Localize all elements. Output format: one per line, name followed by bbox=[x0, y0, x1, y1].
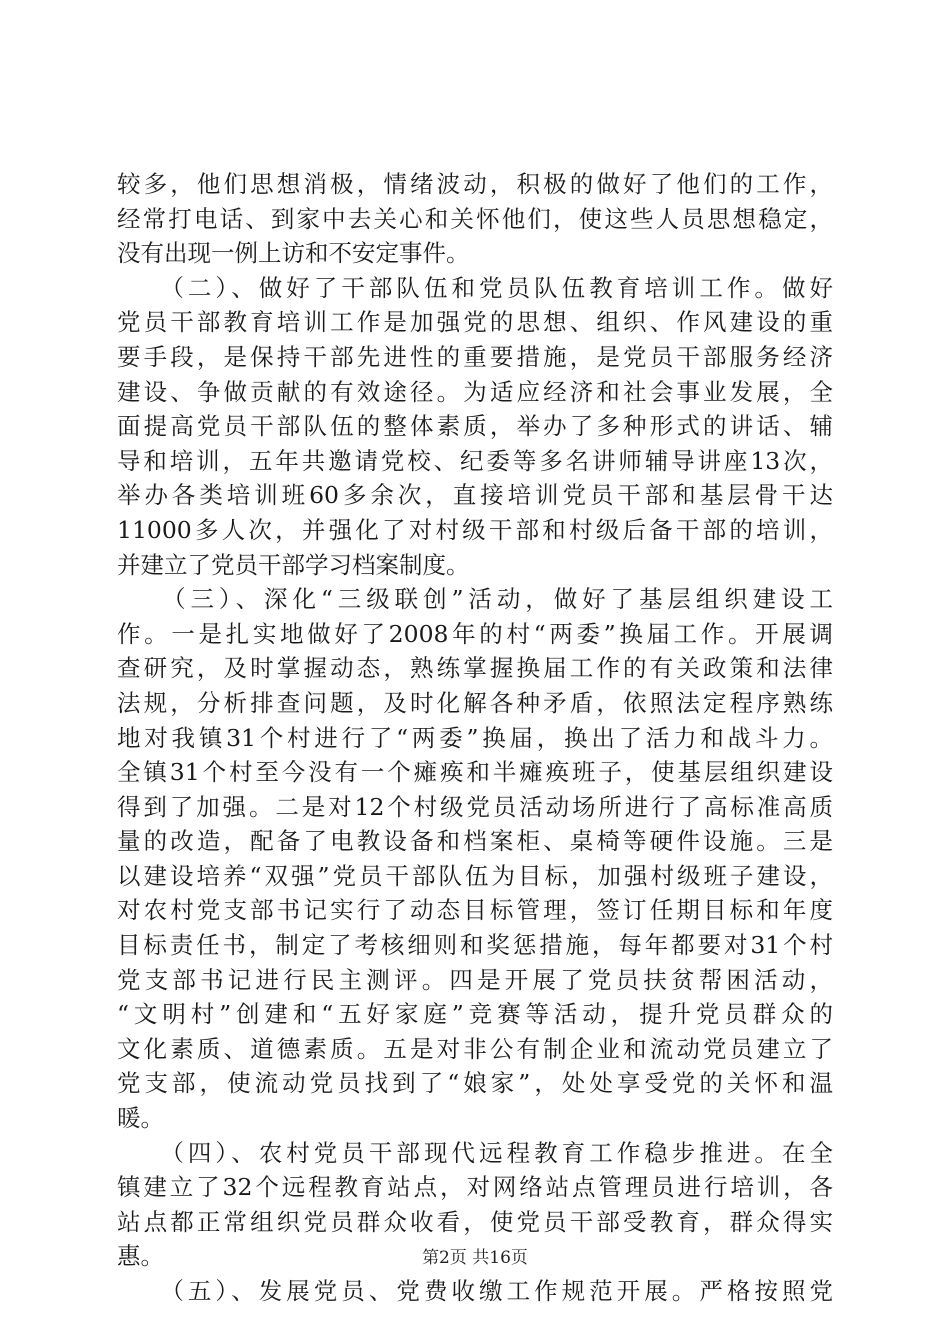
text-line: （四）、农村党员干部现代远程教育工作稳步推进。在全 bbox=[117, 1138, 833, 1167]
text-line: 建设、争做贡献的有效途径。为适应经济和社会事业发展，全 bbox=[117, 377, 833, 406]
text-line: 站点都正常组织党员群众收看，使党员干部受教育，群众得实 bbox=[117, 1207, 833, 1236]
text-line: 举办各类培训班60多余次，直接培训党员干部和基层骨干达 bbox=[117, 481, 833, 510]
text-line: 党员干部教育培训工作是加强党的思想、组织、作风建设的重 bbox=[117, 308, 833, 337]
text-line: 得到了加强。二是对12个村级党员活动场所进行了高标准高质 bbox=[117, 792, 833, 821]
text-line: 面提高党员干部队伍的整体素质，举办了多种形式的讲话、辅 bbox=[117, 412, 833, 441]
text-line: 惠。 bbox=[117, 1242, 164, 1271]
text-line: 党支部书记进行民主测评。四是开展了党员扶贫帮困活动， bbox=[117, 965, 833, 994]
text-line: 对农村党支部书记实行了动态目标管理，签订任期目标和年度 bbox=[117, 896, 833, 925]
text-line: 没有出现一例上访和不安定事件。 bbox=[117, 239, 470, 268]
text-line: 地对我镇31个村进行了“两委”换届，换出了活力和战斗力。 bbox=[117, 723, 833, 752]
text-line: 全镇31个村至今没有一个瘫痪和半瘫痪班子，使基层组织建设 bbox=[117, 758, 833, 787]
text-line: 暖。 bbox=[117, 1104, 164, 1133]
text-line: 要手段，是保持干部先进性的重要措施，是党员干部服务经济 bbox=[117, 342, 833, 371]
text-line: 经常打电话、到家中去关心和关怀他们，使这些人员思想稳定， bbox=[117, 204, 833, 233]
text-line: （五）、发展党员、党费收缴工作规范开展。严格按照党 bbox=[117, 1277, 833, 1305]
text-line: 党支部，使流动党员找到了“娘家”，处处享受党的关怀和温 bbox=[117, 1069, 833, 1098]
document-body bbox=[117, 167, 833, 1309]
text-line: 查研究，及时掌握动态，熟练掌握换届工作的有关政策和法律 bbox=[117, 654, 833, 683]
text-line: 量的改造，配备了电教设备和档案柜、桌椅等硬件设施。三是 bbox=[117, 827, 833, 856]
text-line: “文明村”创建和“五好家庭”竞赛等活动，提升党员群众的 bbox=[117, 1000, 833, 1029]
text-line: 并建立了党员干部学习档案制度。 bbox=[117, 550, 470, 579]
text-line: 11000多人次，并强化了对村级干部和村级后备干部的培训， bbox=[117, 515, 833, 544]
text-line: 法规，分析排查问题，及时化解各种矛盾，依照法定程序熟练 bbox=[117, 688, 833, 717]
page-footer: 第2页 共16页 bbox=[422, 1248, 528, 1268]
text-line: （二）、做好了干部队伍和党员队伍教育培训工作。做好 bbox=[117, 273, 833, 302]
text-line: 较多，他们思想消极，情绪波动，积极的做好了他们的工作， bbox=[117, 170, 833, 198]
text-line: 作。一是扎实地做好了2008年的村“两委”换届工作。开展调 bbox=[117, 619, 833, 648]
text-line: 文化素质、道德素质。五是对非公有制企业和流动党员建立了 bbox=[117, 1034, 833, 1063]
text-line: 导和培训，五年共邀请党校、纪委等多名讲师辅导讲座13次， bbox=[117, 446, 833, 475]
text-line: 以建设培养“双强”党员干部队伍为目标，加强村级班子建设， bbox=[117, 861, 833, 890]
text-line: 目标责任书，制定了考核细则和奖惩措施，每年都要对31个村 bbox=[117, 931, 833, 960]
text-line: （三）、深化“三级联创”活动，做好了基层组织建设工 bbox=[117, 585, 833, 614]
text-line: 镇建立了32个远程教育站点，对网络站点管理员进行培训，各 bbox=[117, 1173, 833, 1202]
